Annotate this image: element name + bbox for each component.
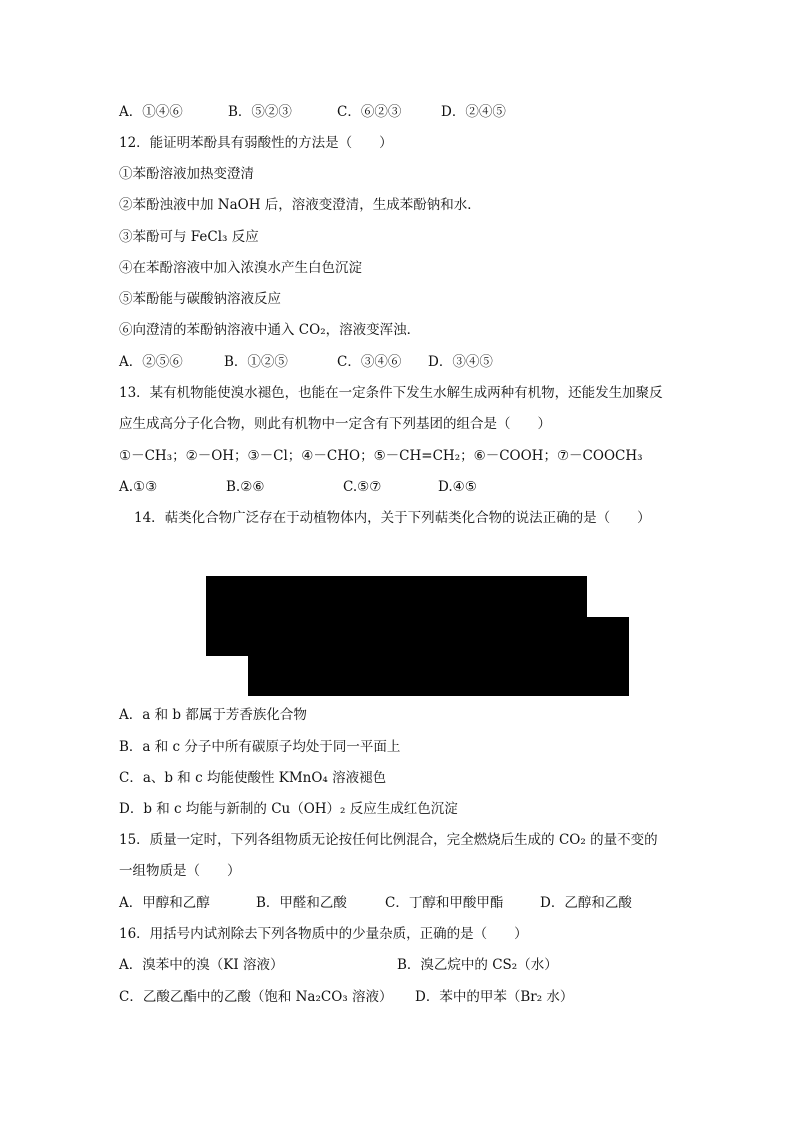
q14-option-c: C．a、b 和 c 均能使酸性 KMnO₄ 溶液褪色 [119, 770, 387, 786]
q15-stem-line1: 15．质量一定时，下列各组物质无论按任何比例混合，完全燃烧后生成的 CO₂ 的量不变的 [119, 832, 658, 848]
q12-option-a: A．②⑤⑥ [119, 354, 183, 370]
q12-stem: 12．能证明苯酚具有弱酸性的方法是（ ） [119, 135, 393, 151]
q15-option-c: C．丁醇和甲酸甲酯 [385, 895, 504, 911]
q11-option-b: B．⑤②③ [228, 104, 292, 120]
q12-option-c: C．③④⑥ [337, 354, 402, 370]
q12-item-6: ⑥向澄清的苯酚钠溶液中通入 CO₂，溶液变浑浊． [119, 322, 421, 338]
q16-stem: 16．用括号内试剂除去下列各物质中的少量杂质，正确的是（ ） [119, 926, 528, 942]
q15-option-a: A．甲醇和乙醇 [119, 895, 210, 911]
q12-item-2: ②苯酚浊液中加 NaOH 后，溶液变澄清，生成苯酚钠和水． [119, 197, 481, 213]
q13-stem-line1: 13．某有机物能使溴水褪色，也能在一定条件下发生水解生成两种有机物，还能发生加聚反 [119, 385, 663, 401]
q12-item-5: ⑤苯酚能与碳酸钠溶液反应 [119, 291, 281, 307]
q13-option-d: D.④⑤ [438, 479, 477, 495]
q13-option-b: B.②⑥ [226, 479, 265, 495]
q13-option-c: C.⑤⑦ [343, 479, 382, 495]
q16-option-a: A．溴苯中的溴（KI 溶液） [119, 957, 284, 973]
figure-block-top [206, 576, 587, 656]
q12-item-3: ③苯酚可与 FeCl₃ 反应 [119, 229, 259, 245]
q11-option-c: C．⑥②③ [337, 104, 402, 120]
q15-option-d: D．乙醇和乙酸 [540, 895, 632, 911]
q14-option-d: D．b 和 c 均能与新制的 Cu（OH）₂ 反应生成红色沉淀 [119, 801, 458, 817]
q15-stem-line2: 一组物质是（ ） [119, 863, 241, 879]
q12-option-b: B．①②⑤ [224, 354, 288, 370]
q16-option-d: D．苯中的甲苯（Br₂ 水） [415, 989, 574, 1005]
q14-stem: 14．萜类化合物广泛存在于动植物体内，关于下列萜类化合物的说法正确的是（ ） [134, 510, 651, 526]
figure-block-bottom [248, 650, 587, 696]
q14-option-a: A．a 和 b 都属于芳香族化合物 [119, 707, 307, 723]
q15-option-b: B．甲醛和乙酸 [256, 895, 347, 911]
q14-option-b: B．a 和 c 分子中所有碳原子均处于同一平面上 [119, 739, 401, 755]
q16-option-b: B．溴乙烷中的 CS₂（水） [397, 957, 558, 973]
q12-item-1: ①苯酚溶液加热变澄清 [119, 166, 254, 182]
q11-option-d: D．②④⑤ [441, 104, 506, 120]
figure-block-right [587, 617, 629, 696]
q13-option-a: A.①③ [119, 479, 158, 495]
q12-option-d: D．③④⑤ [428, 354, 493, 370]
q13-groups: ①－CH₃；②－OH；③－Cl；④－CHO；⑤－CH=CH₂；⑥－COOH；⑦－COOCH₃ [119, 448, 643, 464]
q16-option-c: C．乙酸乙酯中的乙酸（饱和 Na₂CO₃ 溶液） [119, 989, 393, 1005]
q12-item-4: ④在苯酚溶液中加入浓溴水产生白色沉淀 [119, 260, 362, 276]
q11-option-a: A．①④⑥ [119, 104, 183, 120]
q13-stem-line2: 应生成高分子化合物，则此有机物中一定含有下列基团的组合是（ ） [119, 416, 551, 432]
